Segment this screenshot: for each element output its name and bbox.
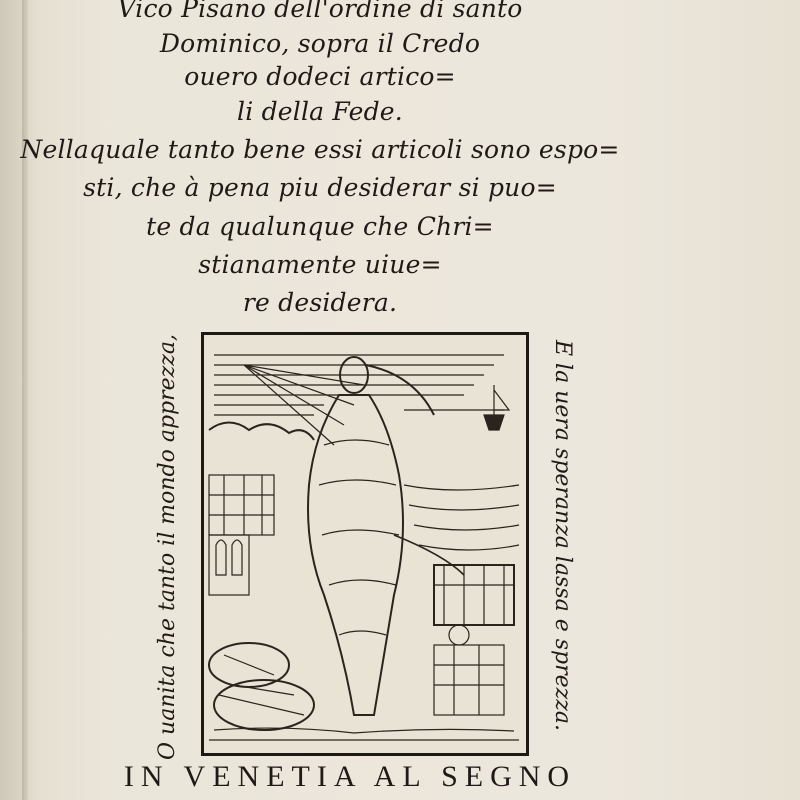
title-line-3: ouero dodeci artico= bbox=[184, 62, 456, 91]
woodcut-right-caption: E la uera speranza lassa e sprezza. bbox=[550, 340, 575, 731]
imprint-line: IN VENETIA AL SEGNO bbox=[123, 760, 577, 793]
title-line-6: sti, che à pena piu desiderar si puo= bbox=[83, 173, 557, 202]
woodcut-figure-drawing bbox=[204, 335, 526, 753]
title-line-9: re desidera. bbox=[242, 288, 398, 317]
title-line-5: Nellaquale tanto bene essi articoli sono espo= bbox=[20, 135, 620, 164]
title-line-1: Vico Pisano dell'ordine di santo bbox=[117, 0, 523, 23]
woodcut-illustration bbox=[201, 332, 529, 756]
title-line-4: li della Fede. bbox=[237, 97, 403, 126]
title-line-2: Dominico, sopra il Credo bbox=[159, 29, 481, 58]
title-line-7: te da qualunque che Chri= bbox=[146, 212, 494, 241]
woodcut-left-caption: O uanita che tanto il mondo apprezza, bbox=[155, 334, 180, 760]
title-line-8: stianamente uiue= bbox=[198, 250, 442, 279]
